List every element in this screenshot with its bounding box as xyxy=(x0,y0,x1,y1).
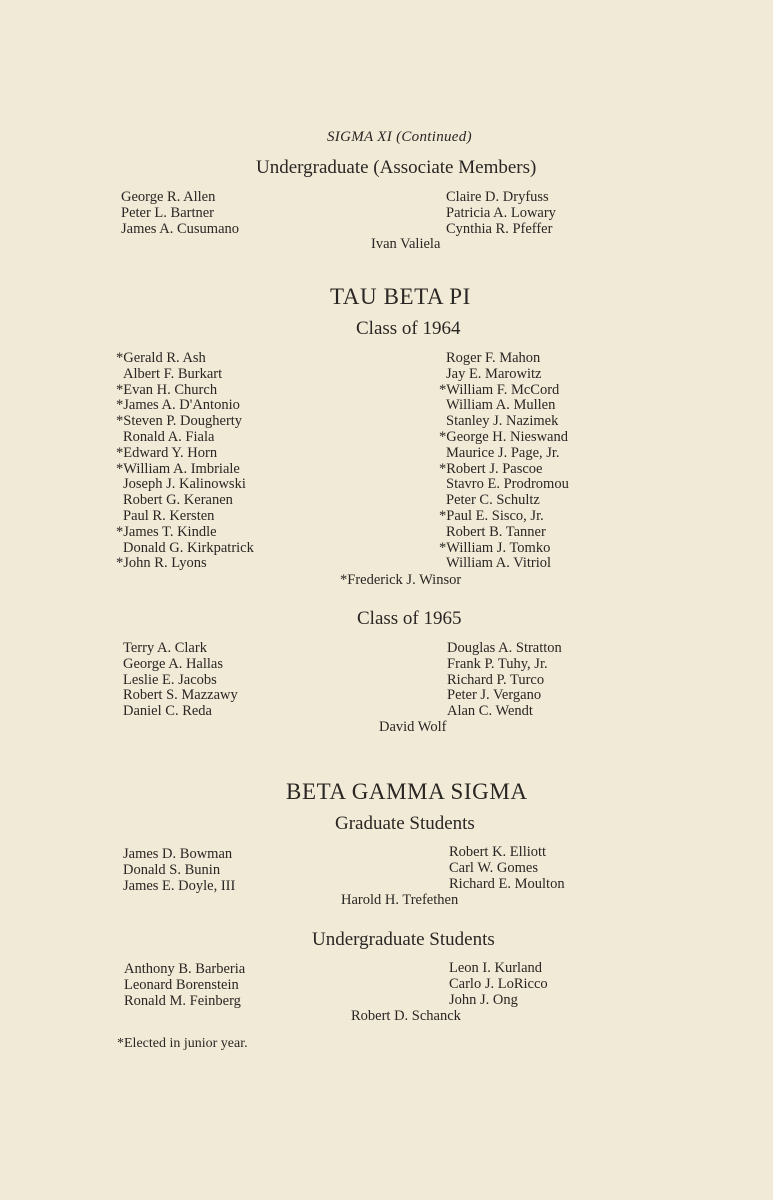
class-1964-left-list xyxy=(116,351,254,572)
class-1965-right-list xyxy=(447,641,562,720)
member-name: William A. Vitriol xyxy=(446,555,552,572)
member-name: Richard P. Turco xyxy=(447,671,545,688)
undergraduate-right-list xyxy=(449,961,548,1008)
graduate-left-list xyxy=(123,847,235,894)
member-name: *Edward Y. Horn xyxy=(116,444,218,461)
member-name: Richard E. Moulton xyxy=(449,875,565,892)
undergraduate-left-list xyxy=(124,962,245,1009)
member-name: Peter C. Schultz xyxy=(446,492,540,509)
sigma-xi-left-list xyxy=(121,190,239,237)
member-name: Claire D. Dryfuss xyxy=(446,189,549,205)
sigma-xi-center-name: Ivan Valiela xyxy=(371,236,441,252)
class-1965-center-name: David Wolf xyxy=(379,719,447,735)
tau-beta-pi-title: TAU BETA PI xyxy=(330,284,471,309)
member-name: Robert B. Tanner xyxy=(446,523,546,540)
class-1964-right-list xyxy=(439,351,569,572)
member-name: Daniel C. Reda xyxy=(123,703,212,720)
member-name: Jay E. Marowitz xyxy=(446,365,542,382)
member-name: Maurice J. Page, Jr. xyxy=(446,444,560,461)
undergraduate-students-heading: Undergraduate Students xyxy=(312,929,495,950)
member-name: Leslie E. Jacobs xyxy=(123,671,217,688)
member-name: Joseph J. Kalinowski xyxy=(123,476,246,493)
member-name: *William F. McCord xyxy=(439,381,560,398)
member-name: Roger F. Mahon xyxy=(446,350,541,366)
member-name: *James A. D'Antonio xyxy=(116,397,240,414)
member-name: Stavro E. Prodromou xyxy=(446,476,569,493)
running-head: SIGMA XI (Continued) xyxy=(327,129,472,145)
member-name: Paul R. Kersten xyxy=(123,507,215,524)
footnote: *Elected in junior year. xyxy=(117,1036,248,1051)
class-1965-left-list xyxy=(123,641,238,720)
member-name: *Steven P. Dougherty xyxy=(116,413,243,430)
member-name: John J. Ong xyxy=(449,991,518,1008)
member-name: *Gerald R. Ash xyxy=(116,350,206,366)
member-name: *Robert J. Pascoe xyxy=(439,460,543,477)
member-name: Alan C. Wendt xyxy=(447,703,533,720)
member-name: Carl W. Gomes xyxy=(449,859,539,876)
member-name: Leon I. Kurland xyxy=(449,960,543,976)
class-1964-heading: Class of 1964 xyxy=(356,318,461,339)
sigma-xi-undergrad-heading: Undergraduate (Associate Members) xyxy=(256,157,537,178)
member-name: Peter L. Bartner xyxy=(121,204,215,221)
member-name: Patricia A. Lowary xyxy=(446,204,556,221)
member-name: *Evan H. Church xyxy=(116,381,218,398)
member-name: Cynthia R. Pfeffer xyxy=(446,220,553,237)
member-name: Douglas A. Stratton xyxy=(447,640,562,656)
member-name: James E. Doyle, III xyxy=(123,877,236,894)
member-name: Terry A. Clark xyxy=(123,640,207,656)
member-name: *Paul E. Sisco, Jr. xyxy=(439,507,544,524)
member-name: Donald S. Bunin xyxy=(123,861,221,878)
member-name: Frank P. Tuhy, Jr. xyxy=(447,655,548,672)
member-name: Robert S. Mazzawy xyxy=(123,687,238,704)
member-name: *George H. Nieswand xyxy=(439,428,568,445)
member-name: Ronald A. Fiala xyxy=(123,428,215,445)
member-name: William A. Mullen xyxy=(446,397,556,414)
member-name: Anthony B. Barberia xyxy=(124,961,246,977)
member-name: *William J. Tomko xyxy=(439,539,551,556)
class-1965-heading: Class of 1965 xyxy=(357,608,462,629)
member-name: George A. Hallas xyxy=(123,655,223,672)
member-name: Peter J. Vergano xyxy=(447,687,542,704)
member-name: James D. Bowman xyxy=(123,846,233,862)
member-name: Ronald M. Feinberg xyxy=(124,992,241,1009)
graduate-right-list xyxy=(449,845,565,892)
class-1964-center-name: *Frederick J. Winsor xyxy=(340,572,462,588)
member-name: Robert G. Keranen xyxy=(123,492,233,509)
member-name: Carlo J. LoRicco xyxy=(449,975,548,992)
member-name: George R. Allen xyxy=(121,189,216,205)
graduate-center-name: Harold H. Trefethen xyxy=(341,892,459,908)
member-name: Stanley J. Nazimek xyxy=(446,413,559,430)
member-name: Albert F. Burkart xyxy=(123,365,223,382)
graduate-students-heading: Graduate Students xyxy=(335,813,475,834)
member-name: *John R. Lyons xyxy=(116,555,207,572)
beta-gamma-sigma-title: BETA GAMMA SIGMA xyxy=(286,779,528,804)
member-name: *William A. Imbriale xyxy=(116,460,240,477)
member-name: Robert K. Elliott xyxy=(449,844,547,860)
member-name: *James T. Kindle xyxy=(116,523,217,540)
member-name: Leonard Borenstein xyxy=(124,976,239,993)
member-name: Donald G. Kirkpatrick xyxy=(123,539,254,556)
sigma-xi-right-list xyxy=(446,190,556,237)
undergraduate-center-name: Robert D. Schanck xyxy=(351,1008,461,1024)
member-name: James A. Cusumano xyxy=(121,220,240,237)
